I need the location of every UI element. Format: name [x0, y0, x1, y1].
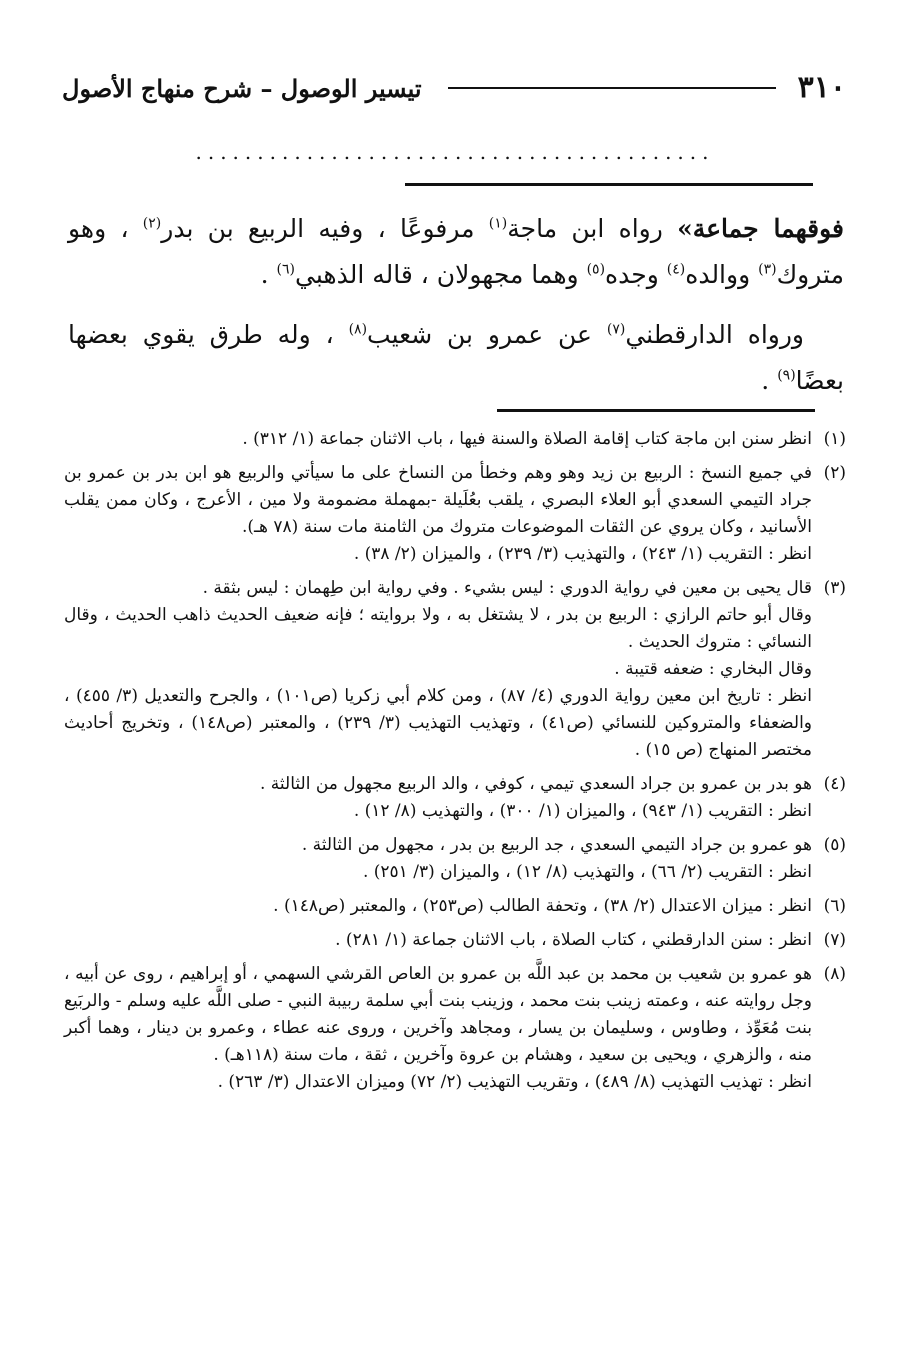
footnote-text: انظر : سنن الدارقطني ، كتاب الصلاة ، باب الاثنان جماعة (١/ ٢٨١) . [335, 930, 812, 950]
footnote [64, 832, 846, 886]
footnote-text: وقال أبو حاتم الرازي : الربيع بن بدر ، لا يشتغل به ، ولا بروايته ؛ فإنه ضعيف الحديث ذاهب الحديث ، وقال النسائي : متروك الحديث . [64, 605, 812, 652]
footnote-text: انظر : التقريب (١/ ٢٤٣) ، والتهذيب (٣/ ٢٣٩) ، والميزان (٢/ ٣٨) . [353, 544, 812, 564]
text-span: وجده [605, 260, 667, 289]
footnote-number: (٤) [823, 774, 846, 794]
text-span: عن عمرو بن شعيب [367, 320, 607, 349]
page-number: ٣١٠ [797, 70, 846, 105]
footnote-text: هو بدر بن عمرو بن جراد السعدي تيمي ، كوفي ، والد الربيع مجهول من الثالثة . [259, 774, 812, 794]
main-paragraph-2 [68, 312, 844, 404]
footnote [64, 771, 846, 825]
text-span: ووالده [685, 260, 759, 289]
text-span: مرفوعًا ، وفيه الربيع بن بدر [161, 214, 489, 243]
header-rule [448, 87, 776, 89]
footnote-ref: (٥) [586, 261, 606, 278]
top-rule [405, 183, 813, 186]
footnote-text: انظر : تهذيب التهذيب (٨/ ٤٨٩) ، وتقريب التهذيب (٢/ ٧٢) وميزان الاعتدال (٣/ ٢٦٣) . [217, 1072, 812, 1092]
footnote-number: (٧) [823, 930, 846, 950]
separator-dots: .......................................... [195, 140, 715, 164]
footnote-text: انظر : التقريب (٢/ ٦٦) ، والتهذيب (٨/ ١٢) ، والميزان (٣/ ٢٥١) . [362, 862, 812, 882]
footnote-ref: (٧) [606, 321, 626, 338]
text-span: ، وهو متروك [68, 214, 844, 289]
footnote-text: في جميع النسخ : الربيع بن زيد وهو وهم وخطأ من النساخ على ما سيأتي والربيع هو ابن بدر بن عمرو بن جراد التيمي السعدي أبو العلاء البصري ، يلقب بعُلَيلة -بمهملة مضمومة ولا مين ، الأعرج ، وكان ممن يقلب الأسانيد ، وكان يروي عن الثقات الموضوعات متروك من الثامنة مات سنة (٧٨ هـ). [64, 463, 812, 537]
footnote-number: (٨) [823, 964, 846, 984]
footnote-ref: (١) [488, 215, 508, 232]
footnote-text: هو عمرو بن شعيب بن محمد بن عبد اللَّه بن عمرو بن العاص القرشي السهمي ، أو إبراهيم ، روى عن أبيه ، وجل روايته عنه ، وعمته زينب بنت محمد ، وزينب بنت أبي سلمة ربيبة النبي - صلى اللَّه عليه وسلم - والربَيع بنت مُعَوِّذ ، وطاوس ، وسليمان بن يسار ، ومجاهد وآخرين ، وروى عنه عطاء ، وعمرو بن دينار ، وهما أكبر منه ، والزهري ، ويحيى بن سعيد ، وهشام بن عروة وآخرين ، ثقة ، مات سنة (١١٨هـ) . [64, 964, 812, 1065]
footnote-text: انظر : ميزان الاعتدال (٢/ ٣٨) ، وتحفة الطالب (ص٢٥٣) ، والمعتبر (ص١٤٨) . [273, 896, 812, 916]
footnote [64, 575, 846, 764]
footnote-number: (٥) [823, 835, 846, 855]
text-span: . [260, 260, 277, 289]
footnote [64, 426, 846, 453]
text-span: وهما مجهولان ، قاله الذهبي [295, 260, 587, 289]
footnote [64, 893, 846, 920]
footnote-ref: (٨) [348, 321, 368, 338]
footnote-number: (٢) [823, 463, 846, 483]
text-span: ورواه الدارقطني [625, 320, 804, 349]
footnote-number: (٣) [823, 578, 846, 598]
footnote-text: قال يحيى بن معين في رواية الدوري : ليس بشيء . وفي رواية ابن طِهمان : ليس بثقة . [202, 578, 812, 598]
footnote [64, 460, 846, 568]
footnote-rule [497, 409, 815, 412]
main-text [68, 206, 844, 404]
footnote-ref: (٦) [276, 261, 296, 278]
footnote-ref: (٣) [758, 261, 777, 278]
footnote [64, 961, 846, 1096]
footnote-text: وقال البخاري : ضعفه قتيبة . [614, 659, 812, 679]
footnote [64, 927, 846, 954]
text-span: . [761, 366, 778, 395]
footnote-number: (٦) [823, 896, 846, 916]
footnote-text: انظر : التقريب (١/ ٩٤٣) ، والميزان (١/ ٣٠٠) ، والتهذيب (٨/ ١٢) . [353, 801, 812, 821]
main-paragraph-1 [68, 206, 844, 298]
footnote-text: انظر سنن ابن ماجة كتاب إقامة الصلاة والسنة فيها ، باب الاثنان جماعة (١/ ٣١٢) . [242, 429, 812, 449]
footnote-ref: (٢) [142, 215, 162, 232]
footnotes [64, 426, 846, 1103]
bold-phrase: فوقهما جماعة» [677, 214, 844, 243]
footnote-text: هو عمرو بن جراد التيمي السعدي ، جد الربيع بن بدر ، مجهول من الثالثة . [301, 835, 812, 855]
text-span: ، وله طرق يقوي بعضها بعضًا [68, 320, 844, 395]
footnote-ref: (٩) [777, 367, 796, 384]
page-header [62, 66, 846, 110]
running-title: تيسير الوصول – شرح منهاج الأصول [62, 73, 422, 103]
footnote-number: (١) [823, 429, 846, 449]
footnote-ref: (٤) [666, 261, 686, 278]
footnote-text: انظر : تاريخ ابن معين رواية الدوري (٤/ ٨٧) ، ومن كلام أبي زكريا (ص١٠١) ، والجرح والتعديل (٣/ ٤٥٥) ، والضعفاء والمتروكين للنسائي (ص٤١) ، وتهذيب التهذيب (٣/ ٢٣٩) ، والمعتبر (ص١٤٨) ، وتخريج أحاديث مختصر المنهاج (ص ١٥) . [64, 686, 813, 760]
text-span: رواه ابن ماجة [507, 214, 678, 243]
